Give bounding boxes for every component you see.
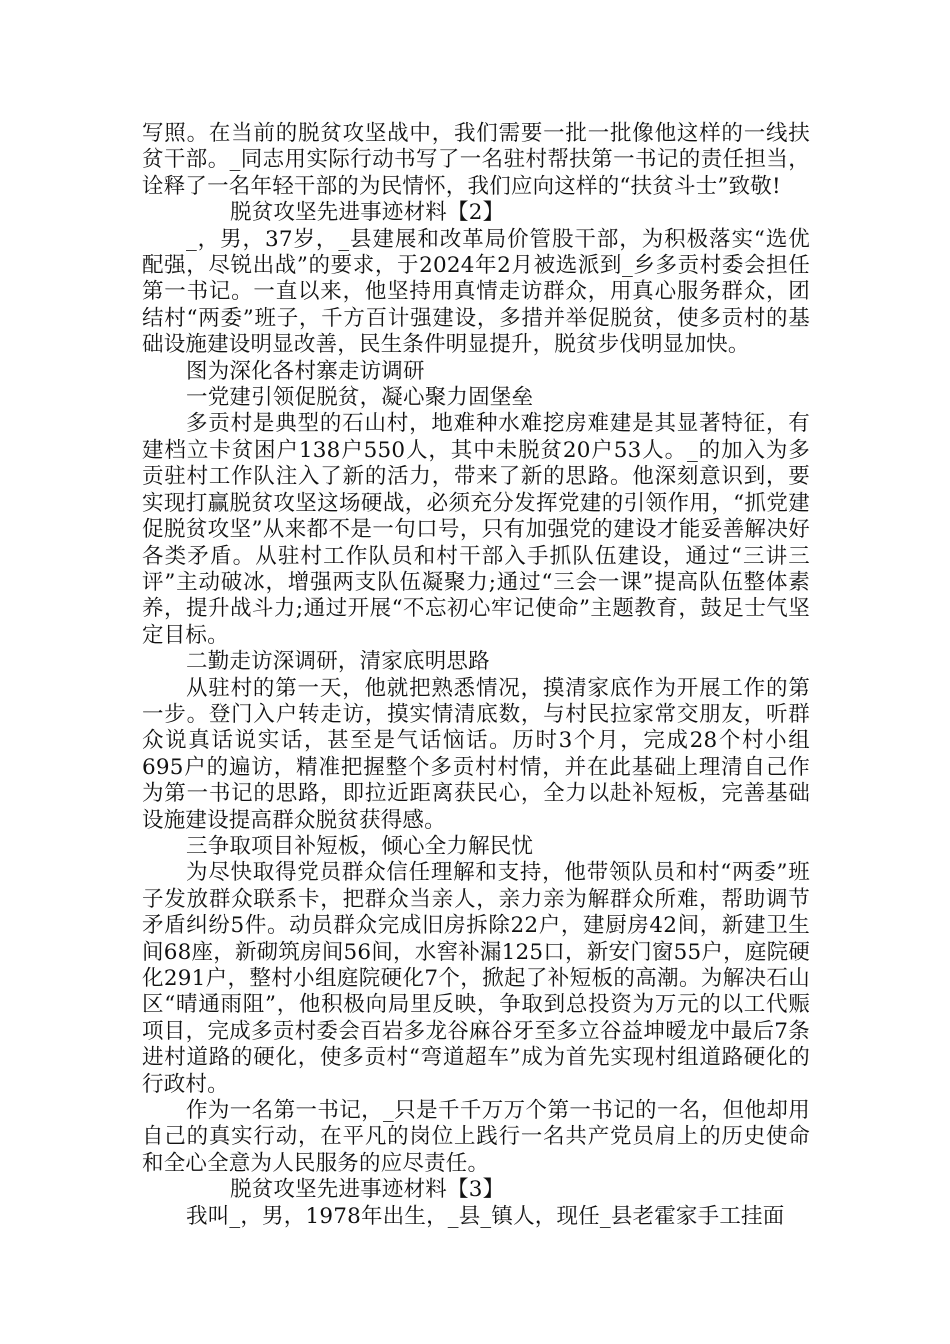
document-page: [142, 121, 810, 1230]
paragraph-section-3-start: 我叫_，男，1978年出生，_县_镇人，现任_县老霍家手工挂面: [186, 1203, 785, 1229]
paragraph-profile: _，男，37岁，_县建展和改革局价管股干部，为积极落实“选优配强，尽锐出战”的要求，于2024年2月被选派到_乡多贡村委会担任第一书记。一直以来，他坚持用真情走访群众，用真心服务群众，团结村“两委”班子，千方百计强建设，多措并举促脱贫，使多贡村的基础设施建设明显改善，民生条件明显提升，脱贫步伐明显加快。: [142, 226, 810, 358]
section-title-3: 脱贫攻坚先进事迹材料【3】: [230, 1177, 505, 1203]
paragraph-conclusion: 作为一名第一书记，_只是千千万万个第一书记的一名，但他却用自己的真实行动，在平凡的岗位上践行一名共产党员肩上的历史使命和全心全意为人民服务的应尽责任。: [142, 1098, 810, 1176]
subheading-3: 三争取项目补短板，倾心全力解民忧: [186, 833, 534, 859]
image-caption: 图为深化各村寨走访调研: [186, 358, 425, 384]
paragraph-party-building: 多贡村是典型的石山村，地难种水难挖房难建是其显著特征，有建档立卡贫困户138户550人，其中未脱贫20户53人。_的加入为多贡驻村工作队注入了新的活力，带来了新的思路。他深刻意识到，要实现打赢脱贫攻坚这场硬战，必须充分发挥党建的引领作用，“抓党建促脱贫攻坚”从来都不是一句口号，只有加强党的建设才能妥善解决好各类矛盾。从驻村工作队员和村干部入手抓队伍建设，通过“三讲三评”主动破冰，增强两支队伍凝聚力;通过“三会一课”提高队伍整体素养，提升战斗力;通过开展“不忘初心牢记使命”主题教育，鼓足士气坚定目标。: [142, 411, 810, 648]
subheading-1: 一党建引领促脱贫，凝心聚力固堡垒: [186, 385, 534, 411]
paragraph-intro-closing: 写照。在当前的脱贫攻坚战中，我们需要一批一批像他这样的一线扶贫干部。_同志用实际行动书写了一名驻村帮扶第一书记的责任担当，诠释了一名年轻干部的为民情怀，我们应向这样的“扶贫斗士”致敬!: [142, 121, 810, 199]
paragraph-projects: 为尽快取得党员群众信任理解和支持，他带领队员和村“两委”班子发放群众联系卡，把群众当亲人，亲力亲为解群众所难，帮助调节矛盾纠纷5件。动员群众完成旧房拆除22户，建厨房42间，新建卫生间68座，新砌筑房间56间，水窖补漏125口，新安门窗55户，庭院硬化291户，整村小组庭院硬化7个，掀起了补短板的高潮。为解决石山区“晴通雨阻”，他积极向局里反映，争取到总投资为万元的以工代赈项目，完成多贡村委会百岩多龙谷麻谷牙至多立谷益坤暧龙中最后7条进村道路的硬化，使多贡村“弯道超车”成为首先实现村组道路硬化的行政村。: [142, 860, 810, 1097]
section-title-2: 脱贫攻坚先进事迹材料【2】: [230, 200, 505, 226]
subheading-2: 二勤走访深调研，清家底明思路: [186, 649, 490, 675]
paragraph-visits: 从驻村的第一天，他就把熟悉情况，摸清家底作为开展工作的第一步。登门入户转走访，摸实情清底数，与村民拉家常交朋友，听群众说真话说实话，甚至是气话恼话。历时3个月，完成28个村小组695户的遍访，精准把握整个多贡村村情，并在此基础上理清自己作为第一书记的思路，即拉近距离获民心，全力以赴补短板，完善基础设施建设提高群众脱贫获得感。: [142, 675, 810, 833]
